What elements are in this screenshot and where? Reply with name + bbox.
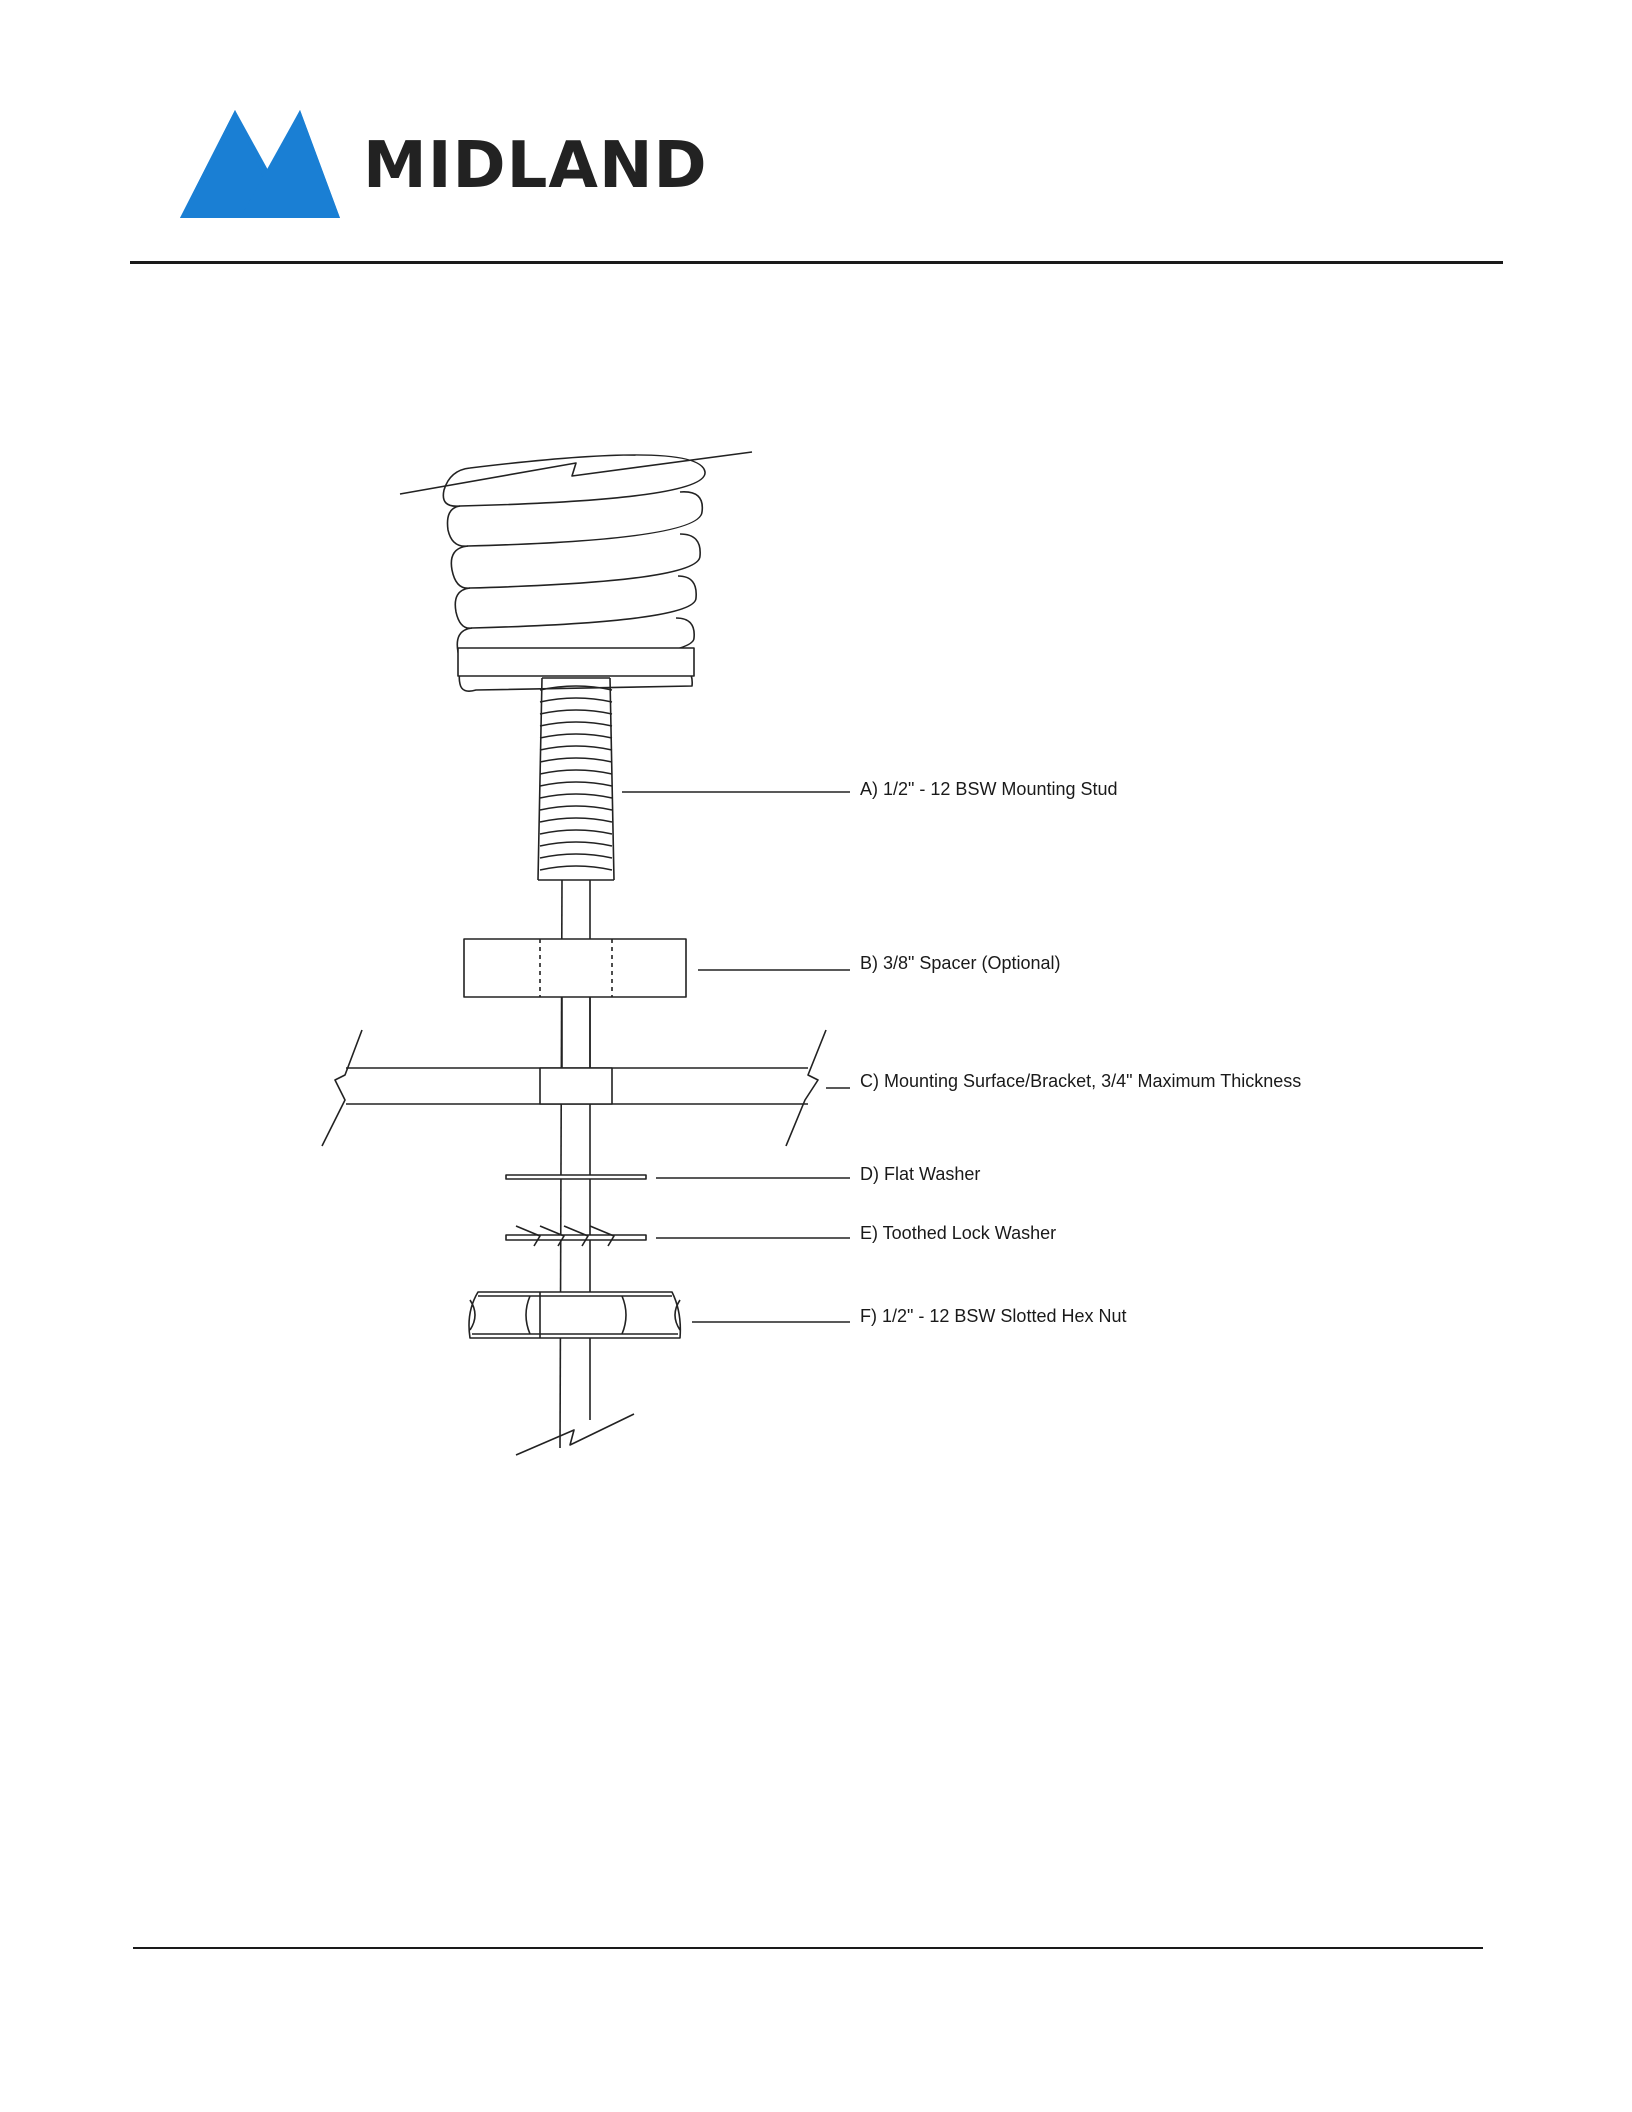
callout-e-label: E) Toothed Lock Washer	[860, 1223, 1057, 1243]
slotted-hex-nut	[469, 1292, 680, 1338]
spacer	[464, 939, 686, 997]
mounting-surface	[322, 1030, 826, 1146]
spring-base-plate	[458, 648, 694, 676]
top-break-line	[400, 452, 752, 494]
callout-d-label: D) Flat Washer	[860, 1164, 981, 1184]
callout-c-label: C) Mounting Surface/Bracket, 3/4" Maximum Thickness	[860, 1071, 1302, 1091]
callout-f-label: F) 1/2" - 12 BSW Slotted Hex Nut	[860, 1306, 1127, 1326]
callout-a-label: A) 1/2" - 12 BSW Mounting Stud	[860, 779, 1118, 799]
toothed-lock-washer	[506, 1226, 646, 1246]
bottom-break-line	[516, 1414, 634, 1455]
callout-b-label: B) 3/8" Spacer (Optional)	[860, 953, 1061, 973]
mounting-stud-threads	[538, 678, 614, 880]
flat-washer	[506, 1175, 646, 1179]
brand-name: MIDLAND	[363, 129, 708, 203]
